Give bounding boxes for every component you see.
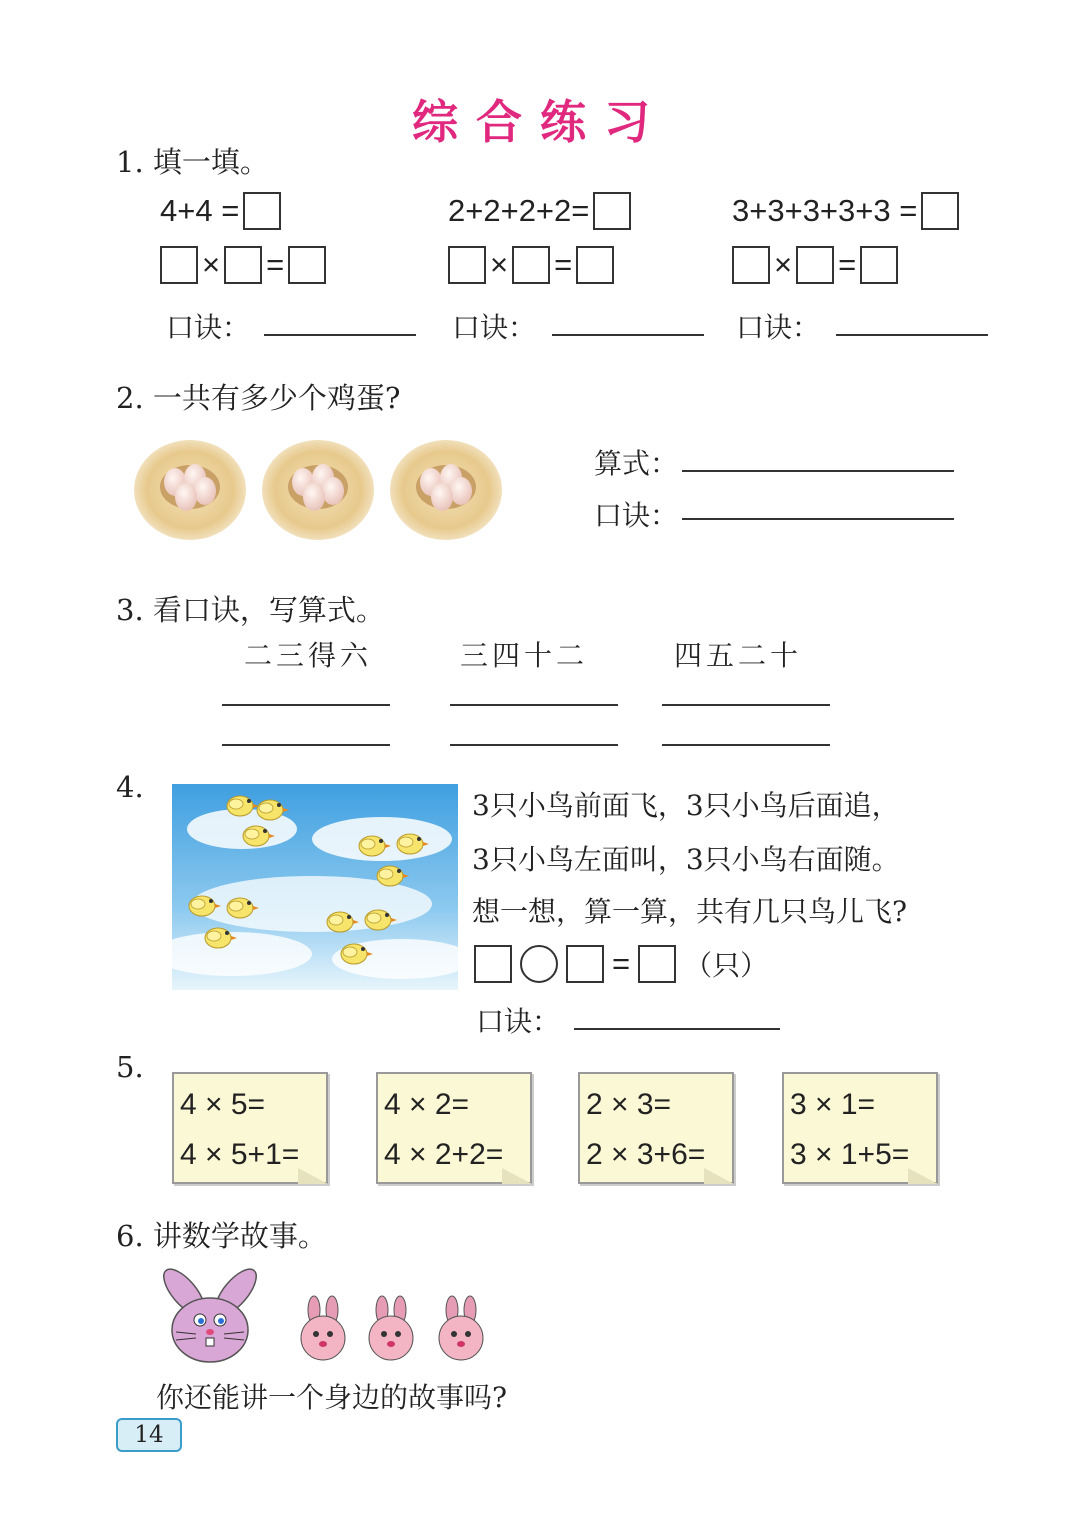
answer-line[interactable] [682,518,954,520]
answer-box[interactable] [448,246,486,284]
unit-label: （只） [684,949,769,982]
problem-card-1 [172,1072,328,1184]
times-sign: × [490,247,509,282]
problem-card-4 [782,1072,938,1184]
problem-card-2 [376,1072,532,1184]
story-question: 你还能讲一个身边的故事吗? [156,1381,508,1414]
card-line-1: 3 × 1= [790,1088,876,1121]
equals-sign: = [838,247,857,282]
times-sign: × [774,247,793,282]
answer-line[interactable] [450,744,618,746]
egg-nests-illustration [130,435,510,545]
answer-box[interactable] [512,246,550,284]
rhyme-1: 二三得六 [244,639,373,672]
answer-box[interactable] [593,192,631,230]
operator-circle[interactable] [520,945,558,983]
small-rabbit-1 [301,1296,345,1360]
nest-2 [262,440,374,540]
answer-box[interactable] [288,246,326,284]
equals-sign: = [612,946,631,981]
question-4-label: 4. [116,770,144,804]
answer-box[interactable] [638,945,676,983]
rhyme-3: 四五二十 [674,639,803,672]
answer-line[interactable] [222,704,390,706]
q1-multiply-1 [160,246,326,284]
question-1-label: 1. 填一填。 [116,145,269,179]
small-rabbit-3 [439,1296,483,1360]
q1-multiply-3 [732,246,898,284]
answer-box[interactable] [566,945,604,983]
q1-sum-3: 3+3+3+3+3 = [732,193,918,228]
answer-box[interactable] [576,246,614,284]
koujue-label: 口诀： [452,311,537,344]
answer-line[interactable] [450,704,618,706]
poem-line-3: 想一想，算一算，共有几只鸟儿飞? [472,895,908,928]
nest-3 [390,440,502,540]
card-line-2: 3 × 1+5= [790,1138,910,1171]
equals-sign: = [554,247,573,282]
q1-addition-2 [448,192,631,230]
sky-birds-illustration [172,784,458,990]
card-line-1: 2 × 3= [586,1088,672,1121]
answer-line[interactable] [552,334,704,336]
big-rabbit [157,1263,263,1362]
poem-line-1: 3只小鸟前面飞，3只小鸟后面追， [472,789,900,822]
card-line-1: 4 × 5= [180,1088,266,1121]
answer-box[interactable] [160,246,198,284]
koujue-label: 口诀： [594,499,679,532]
q1-sum-2: 2+2+2+2= [448,193,590,228]
answer-line[interactable] [682,470,954,472]
card-line-2: 4 × 5+1= [180,1138,300,1171]
q1-sum-1: 4+4 = [160,193,240,228]
q1-multiply-2 [448,246,614,284]
q4-equation [474,944,768,984]
answer-line[interactable] [574,1028,780,1030]
answer-box[interactable] [921,192,959,230]
koujue-label: 口诀： [476,1005,561,1038]
times-sign: × [202,247,221,282]
rabbits-illustration [156,1262,496,1372]
answer-line[interactable] [222,744,390,746]
problem-card-3 [578,1072,734,1184]
card-line-2: 2 × 3+6= [586,1138,706,1171]
koujue-label: 口诀： [166,311,251,344]
page-number: 14 [116,1418,182,1452]
equals-sign: = [266,247,285,282]
question-3-label: 3. 看口诀，写算式。 [116,593,385,627]
answer-line[interactable] [662,744,830,746]
question-5-label: 5. [116,1050,144,1084]
question-2-label: 2. 一共有多少个鸡蛋? [116,381,401,415]
nest-1 [134,440,246,540]
card-line-2: 4 × 2+2= [384,1138,504,1171]
page-title: 综合练习 [412,95,668,149]
answer-line[interactable] [264,334,416,336]
q1-addition-1 [160,192,281,230]
answer-box[interactable] [732,246,770,284]
poem-line-2: 3只小鸟左面叫，3只小鸟右面随。 [472,843,900,876]
answer-box[interactable] [796,246,834,284]
answer-box[interactable] [860,246,898,284]
koujue-label: 口诀： [736,311,821,344]
card-line-1: 4 × 2= [384,1088,470,1121]
rhyme-2: 三四十二 [460,639,589,672]
small-rabbit-2 [369,1296,413,1360]
answer-box[interactable] [224,246,262,284]
answer-line[interactable] [662,704,830,706]
q1-addition-3 [732,192,959,230]
answer-box[interactable] [243,192,281,230]
answer-line[interactable] [836,334,988,336]
suanshi-label: 算式： [594,447,679,480]
answer-box[interactable] [474,945,512,983]
question-6-label: 6. 讲数学故事。 [116,1219,327,1253]
